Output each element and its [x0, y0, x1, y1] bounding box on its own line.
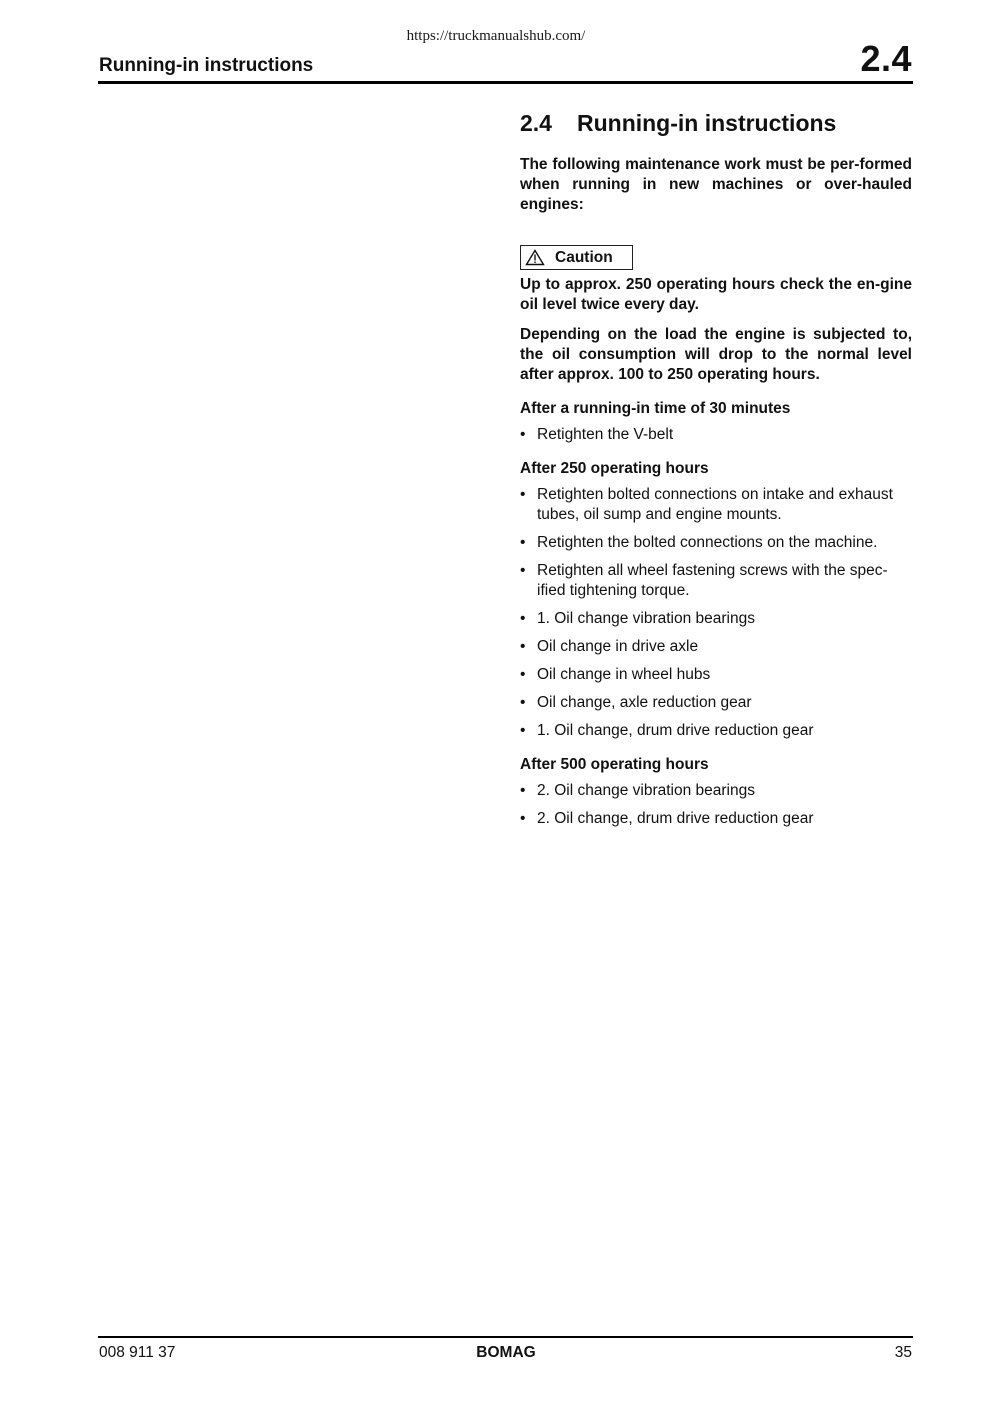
list-item — [520, 609, 912, 629]
bullet-icon: • — [520, 782, 526, 799]
list-item-text: 1. Oil change, drum drive reduction gear — [537, 722, 814, 739]
list-item — [520, 693, 912, 713]
maintenance-task-list — [520, 425, 912, 445]
bullet-icon: • — [520, 562, 526, 579]
list-item-text: 1. Oil change vibration bearings — [537, 610, 755, 627]
bullet-icon: • — [520, 486, 526, 503]
main-content — [520, 110, 912, 837]
header-divider — [98, 81, 913, 84]
bullet-icon: • — [520, 810, 526, 827]
page-header-section-number: 2.4 — [860, 38, 912, 79]
bullet-icon: • — [520, 534, 526, 551]
list-item-text: Oil change in drive axle — [537, 638, 699, 655]
bullet-icon: • — [520, 666, 526, 683]
section-title: Running-in instructions — [576, 110, 837, 136]
caution-label: Caution — [555, 248, 613, 266]
footer-page-number: 35 — [894, 1344, 912, 1361]
caution-paragraph: Depending on the load the engine is subjected to, the oil consumption will drop to the normal level after approx. 100 to 250 operating hours. — [520, 326, 912, 383]
maintenance-group-heading: After 500 operating hours — [520, 756, 709, 773]
section-number: 2.4 — [520, 110, 552, 136]
list-item — [520, 665, 912, 685]
footer-brand: BOMAG — [476, 1344, 536, 1361]
list-item — [520, 485, 912, 525]
warning-triangle-icon — [525, 249, 545, 266]
list-item-text: 2. Oil change, drum drive reduction gear — [537, 810, 814, 827]
maintenance-group-heading: After a running-in time of 30 minutes — [520, 400, 791, 417]
list-item-text: Oil change, axle reduction gear — [537, 694, 752, 711]
footer-divider — [98, 1336, 913, 1338]
list-item-text: Retighten bolted connections on intake and exhaust tubes, oil sump and engine mounts. — [537, 486, 893, 523]
bullet-icon: • — [520, 638, 526, 655]
bullet-icon: • — [520, 610, 526, 627]
list-item — [520, 781, 912, 801]
maintenance-group-heading: After 250 operating hours — [520, 460, 709, 477]
intro-paragraph: The following maintenance work must be per-formed when running in new machines or over-hauled engines: — [520, 156, 912, 213]
maintenance-task-list — [520, 485, 912, 741]
list-item — [520, 637, 912, 657]
list-item — [520, 561, 912, 601]
bullet-icon: • — [520, 722, 526, 739]
bullet-icon: • — [520, 426, 526, 443]
list-item — [520, 425, 912, 445]
list-item-text: 2. Oil change vibration bearings — [537, 782, 755, 799]
list-item-text: Retighten all wheel fastening screws with the spec-ified tightening torque. — [537, 562, 888, 599]
maintenance-task-list — [520, 781, 912, 829]
maintenance-groups — [520, 399, 912, 829]
section-heading — [520, 110, 912, 137]
list-item-text: Retighten the bolted connections on the machine. — [537, 534, 878, 551]
source-url: https://truckmanualshub.com/ — [406, 28, 586, 44]
bullet-icon: • — [520, 694, 526, 711]
list-item — [520, 809, 912, 829]
caution-paragraph: Up to approx. 250 operating hours check the en-gine oil level twice every day. — [520, 276, 912, 313]
page-header-title: Running-in instructions — [99, 55, 314, 76]
list-item — [520, 533, 912, 553]
footer-doc-number: 008 911 37 — [99, 1344, 176, 1361]
caution-label-box — [520, 245, 633, 270]
list-item-text: Oil change in wheel hubs — [537, 666, 711, 683]
list-item — [520, 721, 912, 741]
list-item-text: Retighten the V-belt — [537, 426, 674, 443]
